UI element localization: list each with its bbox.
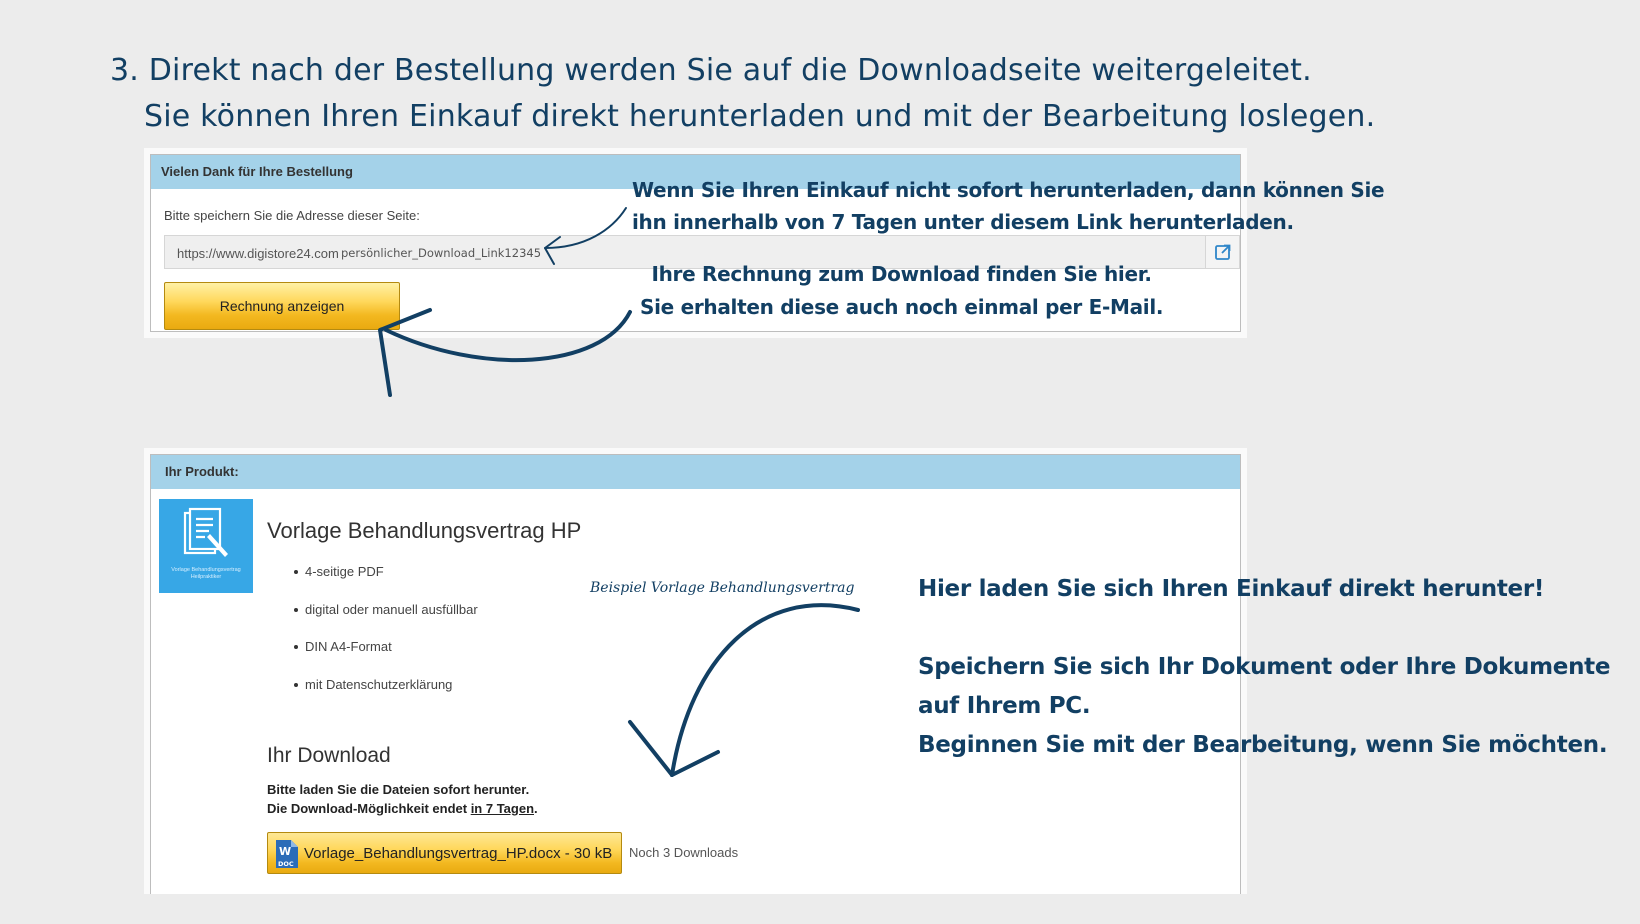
download-section-title: Ihr Download	[267, 744, 391, 767]
save-address-label: Bitte speichern Sie die Adresse dieser Seite:	[164, 208, 420, 223]
word-doc-icon	[275, 839, 299, 869]
feature-item: digital oder manuell ausfüllbar	[294, 602, 478, 640]
product-title: Vorlage Behandlungsvertrag HP	[267, 518, 582, 543]
step-heading-line2: Sie können Ihren Einkauf direkt herunterladen und mit der Bearbeitung loslegen.	[144, 99, 1376, 134]
document-pen-icon	[181, 507, 231, 563]
svg-text:DOC: DOC	[278, 860, 294, 868]
feature-item: 4-seitige PDF	[294, 564, 478, 602]
download-note	[918, 570, 1610, 765]
product-thumbnail	[159, 499, 253, 593]
product-panel-header: Ihr Produkt:	[151, 455, 1240, 489]
download-info	[267, 780, 538, 818]
feature-item: DIN A4-Format	[294, 639, 478, 677]
thumbnail-caption: Vorlage Behandlungsvertrag Heilpraktiker	[171, 567, 241, 580]
download-link-note	[632, 174, 1384, 238]
file-download-button[interactable]	[267, 832, 622, 874]
invoice-note	[640, 258, 1163, 324]
feature-item: mit Datenschutzerklärung	[294, 677, 478, 715]
download-link-note-line1: Wenn Sie Ihren Einkauf nicht sofort herunterladen, dann können Sie	[632, 178, 1385, 202]
download-info-line2: Die Download-Möglichkeit endet in 7 Tagen.	[267, 801, 538, 816]
invoice-note-line1: Ihre Rechnung zum Download finden Sie hier.	[651, 262, 1152, 286]
show-invoice-button[interactable]: Rechnung anzeigen	[164, 282, 400, 330]
download-info-line1: Bitte laden Sie die Dateien sofort herunter.	[267, 782, 530, 797]
external-link-icon[interactable]	[1205, 236, 1239, 268]
download-note-line3: auf Ihrem PC.	[918, 693, 1091, 719]
feature-list	[294, 564, 478, 714]
download-note-line4: Beginnen Sie mit der Bearbeitung, wenn Sie möchten.	[918, 732, 1608, 758]
file-download-label: Vorlage_Behandlungsvertrag_HP.docx - 30 kB	[304, 844, 613, 862]
remaining-downloads: Noch 3 Downloads	[629, 845, 739, 860]
step-heading-line1: 3. Direkt nach der Bestellung werden Sie auf die Downloadseite weitergeleitet.	[110, 53, 1312, 88]
download-link-note-line2: ihn innerhalb von 7 Tagen unter diesem Link herunterladen.	[632, 210, 1294, 234]
download-note-line1: Hier laden Sie sich Ihren Einkauf direkt herunter!	[918, 576, 1545, 602]
invoice-note-line2: Sie erhalten diese auch noch einmal per E-Mail.	[640, 295, 1164, 319]
step-heading	[110, 48, 1375, 140]
order-panel-header: Vielen Dank für Ihre Bestellung	[151, 155, 1240, 189]
url-prefix: https://www.digistore24.com	[177, 246, 339, 261]
download-note-line2: Speichern Sie sich Ihr Dokument oder Ihre Dokumente	[918, 654, 1611, 680]
url-suffix: persönlicher_Download_Link12345	[339, 237, 547, 267]
expiry-period: in 7 Tagen	[470, 801, 535, 816]
example-caption: Beispiel Vorlage Behandlungsvertrag	[590, 580, 855, 596]
svg-text:W: W	[279, 845, 292, 858]
